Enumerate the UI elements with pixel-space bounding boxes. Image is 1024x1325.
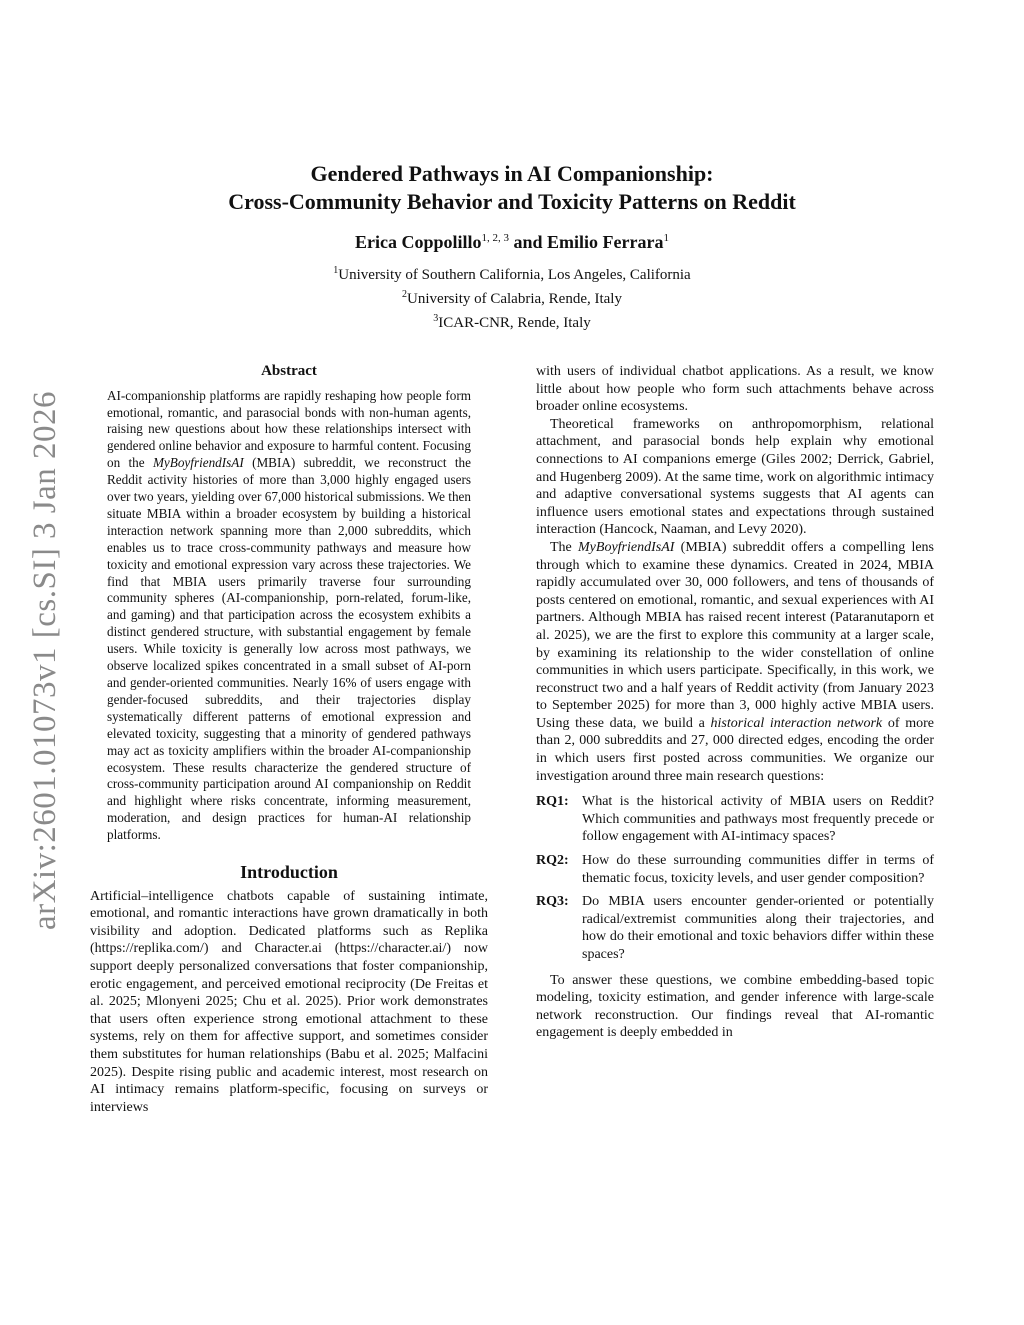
- intro-paragraph-4: To answer these questions, we combine embedding-based topic modeling, toxicity estimation, and gender inference with large-scale network reconstruction. Our findings reveal that AI-romantic engagement is deeply embedded in: [536, 972, 934, 1041]
- research-question: RQ1: What is the historical activity of MBIA users on Reddit? Which communities and pathways most frequently precede or follow engagement with AI-intimacy spaces?: [536, 794, 934, 845]
- subreddit-name: MyBoyfriendIsAI: [152, 455, 244, 471]
- research-question: RQ3: Do MBIA users encounter gender-oriented or potentially radical/extremist communities along their trajectories, and how do their emotional and toxic behaviors differ within these spaces?: [536, 894, 934, 962]
- author-affiliation-marker: 1: [663, 232, 669, 244]
- intro-paragraph-1: Artificial–intelligence chatbots capable of sustaining intimate, emotional, and romantic interactions have grown dramatically in both visibility and adoption. Dedicated platforms such as Replika (https://replika.com/) and Character.ai (https://character.ai/) now support deeply personalized conversations that foster companionship, erotic engagement, and perceived emotional reciprocity (De Freitas et al. 2025; Mlonyeni 2025; Chu et al. 2025). Prior work demonstrates that users often experience strong emotional attachment to these systems, rely on them for affective support, and sometimes consider them substitutes for human relationships (Babu et al. 2025; Malfacini 2025). Despite rising public and academic interest, most research on AI intimacy remains platform-specific, focusing on surveys or interviews: [90, 888, 488, 1115]
- author-affiliation-marker: 1, 2, 3: [481, 232, 509, 244]
- research-question: RQ2: How do these surrounding communities differ in terms of thematic focus, toxicity levels, and user gender composition?: [536, 853, 934, 886]
- intro-paragraph-3: The MyBoyfriendIsAI (MBIA) subreddit offers a compelling lens through which to examine these dynamics. Created in 2024, MBIA rapidly accumulated over 30, 000 followers, and tens of thousands of posts centered on emotional, romantic, and sexual experiences with AI partners. Although MBIA has raised recent interest (Pataranutaporn et al. 2025), we are the first to explore this community at a larger scale, by examining its relationship to the wider constellation of online communities in which users participate. Specifically, in this work, we reconstruct two and a half years of Reddit activity (from January 2023 to September 2025) for more than 3, 000 highly active MBIA users. Using these data, we build a historical interaction network of more than 2, 000 subreddits and 27, 000 directed edges, encoding the order in which users first posted across communities. We organize our investigation around three main research questions:: [536, 539, 935, 784]
- introduction-heading: Introduction: [240, 862, 338, 883]
- author-conjunction: and: [509, 232, 548, 252]
- affiliation-line: $^1$University of Southern California, Los Angeles, California: [333, 265, 691, 283]
- title-line-1: Gendered Pathways in AI Companionship:: [310, 161, 714, 186]
- left-column: [90, 363, 488, 1116]
- arxiv-identifier-stamp: [26, 385, 66, 935]
- right-column: [536, 363, 934, 1042]
- abstract-heading: Abstract: [261, 363, 317, 379]
- affiliation-line: $^2$University of Calabria, Rende, Italy: [402, 289, 622, 307]
- paper-title: [0, 160, 1024, 216]
- arxiv-identifier-text: arXiv:2601.01073v1 [cs.SI] 3 Jan 2026: [27, 390, 64, 930]
- title-line-2: Cross-Community Behavior and Toxicity Patterns on Reddit: [228, 189, 796, 214]
- intro-paragraph-1-continued: with users of individual chatbot applications. As a result, we know little about how people who form such attachments behave across broader online ecosystems.: [536, 364, 934, 415]
- research-questions-list: [536, 793, 934, 963]
- intro-paragraph-2: Theoretical frameworks on anthropomorphism, relational attachment, and parasocial bonds help explain why emotional connections to AI companions emerge (Giles 2002; Derrick, Gabriel, and Hugenberg 2009). At the same time, work on algorithmic intimacy and adaptive conversational systems suggests that AI agents can influence users emotional states and expectations through sustained interaction (Hancock, Naaman, and Levy 2020).: [536, 416, 934, 538]
- abstract-body: AI-companionship platforms are rapidly reshaping how people form emotional, romantic, and parasocial bonds with non-human agents, raising new questions about how these relationships intersect with gendered online behavior and exposure to harmful content. Focusing on the MyBoyfriendIsAI (MBIA) subreddit, we reconstruct the Reddit activity histories of more than 3,000 highly engaged users over two years, yielding over 67,000 historical submissions. We then situate MBIA within a broader ecosystem by building a historical interaction network spanning more than 2,000 subreddits, which enables us to trace cross-community pathways and measure how toxicity and emotional expression vary across these trajectories. We find that MBIA users primarily traverse four surrounding community spheres (AI-companionship, porn-related, forum-like, and gaming) and that participation across the ecosystem exhibits a distinct gendered structure, with substantial engagement by female users. While toxicity is generally low across most pathways, we observe localized spikes concentrated in a small subset of AI-porn and gender-oriented communities. Nearly 16% of users engage with gender-focused subreddits, and their trajectories display systematically different patterns of emotional expression and elevated toxicity, suggesting that a minority of gendered pathways may act as toxicity amplifiers within the broader AI-companionship ecosystem. These results characterize the gendered structure of cross-community participation around AI companionship on Reddit and highlight where risks concentrate, informing measurement, moderation, and design practices for human-AI relationship platforms.: [107, 387, 471, 843]
- author-name: Erica Coppolillo: [354, 232, 482, 252]
- affiliation-line: $^3$ICAR-CNR, Rende, Italy: [433, 313, 591, 331]
- author-name: Emilio Ferrara: [547, 232, 664, 252]
- author-line: [0, 232, 1024, 253]
- affiliations: [0, 261, 1024, 333]
